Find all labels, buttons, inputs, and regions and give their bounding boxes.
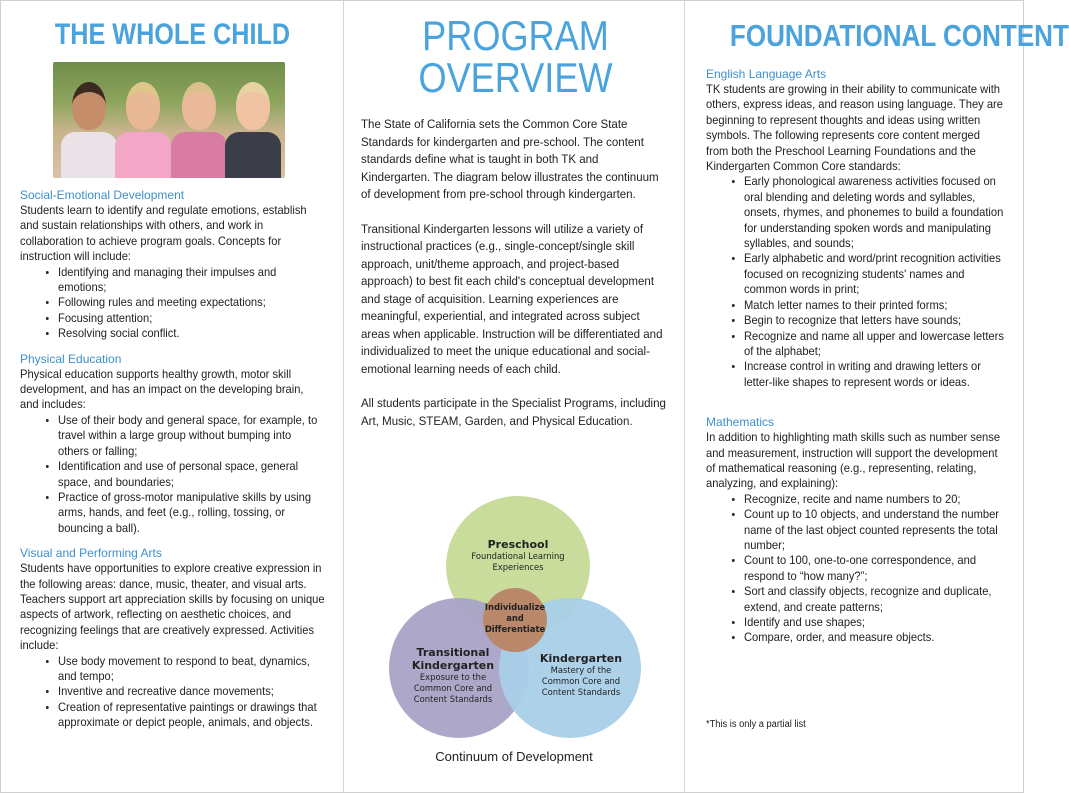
list-item: • Begin to recognize that letters have sounds; [744,313,1005,328]
list-item: • Identifying and managing their impulses and emotions; [58,265,325,296]
overview-paragraph: Transitional Kindergarten lessons will utilize a variety of instructional practices (e.g., single-concept/single skill approach, unit/theme approach, and project-based approach) to best fit each child's conceptual development and stage of acquisition. Learning experiences are meaningful, experiential, and integrated across subject areas when applicable. Instruction will be differentiated and individualized to meet the unique educational and social-emotional learning needs of each child. [361,221,663,376]
list-item: • Following rules and meeting expectations; [58,295,325,310]
list-item: • Early phonological awareness activities focused on oral blending and deleting words and syllables, onsets, rhymes, and phonemes to build a foundation for understanding spoken words and manipulating syllables, and sounds; [744,174,1005,251]
whole-child-column [1,1,343,792]
kindergarten-subtitle: Content Standards [541,687,621,697]
preschool-label [459,538,577,573]
whole-child-title: THE WHOLE CHILD [54,18,291,51]
list-item: • Inventive and recreative dance movements; [58,684,325,699]
list-item: • Count to 100, one-to-one correspondence, and respond to “how many?”; [744,553,1005,584]
title-line: PROGRAM [422,12,609,59]
title-line: OVERVIEW [418,54,613,101]
preschool-subtitle: Experiences [492,562,544,572]
program-overview-title [383,12,649,101]
child-figure [61,82,117,178]
list-item: • Identify and use shapes; [744,615,1005,630]
section-text: Students learn to identify and regulate emotions, establish and sustain relationships with others, and work in collaboration to achieve program goals. Concepts for instruction will include: [20,203,307,264]
ela-section [706,67,1005,390]
tk-title: Transitional [416,646,490,659]
section-heading: Mathematics [706,415,775,430]
tk-subtitle: Exposure to the [419,672,487,682]
section-text: In addition to highlighting math skills such as number sense and measurement, instruction will support the development of mathematical reasoning (e.g., representing, relating, analyzing, and explaining): [706,430,1001,491]
children-photo [53,62,285,178]
bullet-list [20,413,325,536]
kindergarten-label [529,652,633,698]
diagram-caption: Continuum of Development [435,749,593,764]
list-item: • Recognize, recite and name numbers to 20; [744,492,1005,507]
foundational-content-title: FOUNDATIONAL CONTENT [729,18,1069,53]
list-item: • Match letter names to their printed forms; [744,298,1005,313]
center-label [483,602,547,635]
kindergarten-subtitle: Mastery of the [550,665,612,675]
list-item: • Compare, order, and measure objects. [744,630,1005,645]
bullet-list [706,492,1005,646]
overview-paragraph: The State of California sets the Common Core State Standards for kindergarten and pre-school. The content standards define what is taught in both TK and Kindergarten. The diagram below illustrates the continuum of development from pre-school through kindergarten. [361,117,659,201]
list-item: • Recognize and name all upper and lowercase letters of the alphabet; [744,329,1005,360]
child-figure [115,82,171,178]
section-text: TK students are growing in their ability to communicate with others, express ideas, and reason using language. They are beginning to represent thoughts and ideas using written symbols. The following represents core content merged from both the Preschool Learning Foundations and the Kindergarten Common Core standards: [706,82,1003,174]
preschool-subtitle: Foundational Learning [471,551,565,561]
visual-arts-section [20,546,325,730]
center-text: and [506,613,524,623]
list-item: • Identification and use of personal space, general space, and boundaries; [58,459,325,490]
section-heading: English Language Arts [706,67,827,81]
list-item: • Increase control in writing and drawing letters or letter-like shapes to represent words or ideas. [744,359,1005,390]
footnote: *This is only a partial list [706,719,806,730]
tk-title: Kindergarten [411,659,495,672]
overview-paragraph: All students participate in the Specialist Programs, including Art, Music, STEAM, Garden, and Physical Education. [361,396,666,428]
tk-subtitle: Common Core and [413,683,493,693]
section-heading: Physical Education [20,351,122,366]
list-item: • Creation of representative paintings or drawings that approximate or depict people, animals, and objects. [58,700,325,731]
bullet-list [20,654,325,731]
kindergarten-subtitle: Common Core and [541,676,621,686]
mathematics-section [706,415,1005,646]
tk-label [399,646,507,705]
list-item: • Use body movement to respond to beat, dynamics, and tempo; [58,654,325,685]
child-figure [171,82,227,178]
center-text: Individualize [484,602,546,612]
kindergarten-title: Kindergarten [539,652,623,665]
section-heading: Visual and Performing Arts [20,546,162,561]
child-figure [225,82,281,178]
program-overview-column [344,1,684,792]
bullet-list [20,265,325,342]
list-item: • Sort and classify objects, recognize and duplicate, extend, and create patterns; [744,584,1005,615]
physical-education-section [20,352,325,536]
foundational-content-column [685,1,1069,792]
bullet-list [706,174,1005,390]
list-item: • Focusing attention; [58,311,325,326]
list-item: • Practice of gross-motor manipulative skills by using arms, hands, and feet (e.g., rolling, tossing, or bouncing a ball). [58,490,325,536]
social-emotional-section [20,188,325,342]
section-heading: Social-Emotional Development [20,188,185,202]
list-item: • Use of their body and general space, for example, to travel within a large group without bumping into others or falling; [58,413,325,459]
list-item: • Resolving social conflict. [58,326,325,341]
preschool-title: Preschool [487,538,549,551]
center-text: Differentiate [484,624,546,634]
section-text: Students have opportunities to explore creative expression in the following areas: dance, music, theater, and visual arts. Teachers support art appreciation skills by focusing on unique aspects of artwork, reflecting on aesthetic choices, and recognizing feelings that are creatively expressed. Activities include: [20,561,325,653]
section-text: Physical education supports healthy growth, motor skill development, and has an impact on the developing brain, and includes: [20,366,304,412]
list-item: • Early alphabetic and word/print recognition activities focused on recognizing students' names and common words in print; [744,251,1005,297]
list-item: • Count up to 10 objects, and understand the number name of the last object counted represents the total number; [744,507,1005,553]
continuum-venn-diagram [389,496,649,741]
tk-subtitle: Content Standards [413,694,493,704]
